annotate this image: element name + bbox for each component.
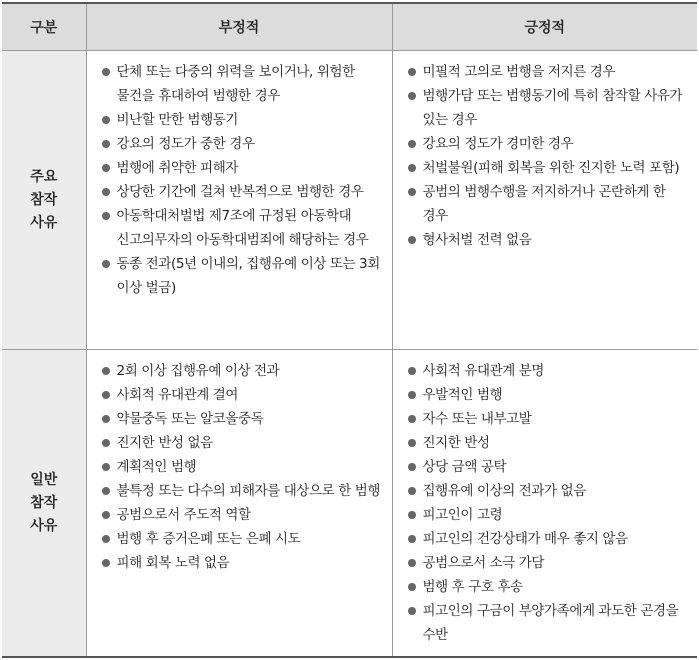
header-negative: 부정적	[86, 3, 392, 51]
list-item	[407, 503, 690, 527]
list-item-text: 아동학대처벌법 제7조에 규정된 아동학대 신고의무자의 아동학대범죄에 해당하는 경우	[116, 208, 369, 248]
bullet-icon	[102, 535, 110, 543]
list-item-text: 사회적 유대관계 분명	[422, 363, 545, 379]
list-item	[407, 132, 690, 156]
list-item-text: 단체 또는 다중의 위력을 보이거나, 위험한 물건을 휴대하여 범행한 경우	[116, 64, 355, 104]
list-item	[407, 479, 690, 503]
list-item	[407, 551, 690, 575]
list-item-text: 계획적인 범행	[116, 459, 197, 475]
list-item-text: 공범의 범행수행을 저지하거나 곤란하게 한 경우	[422, 184, 666, 224]
bullet-icon	[102, 116, 110, 124]
list-item	[407, 527, 690, 551]
bullet-icon	[408, 583, 416, 591]
list-item-text: 범행 후 구호 후송	[422, 579, 523, 595]
list-item-text: 진지한 반성 없음	[116, 435, 213, 451]
list-item	[407, 383, 690, 407]
list-item	[407, 407, 690, 431]
list-item-text: 범행에 취약한 피해자	[116, 160, 239, 176]
bullet-icon	[408, 140, 416, 148]
list-item-text: 동종 전과(5년 이내의, 집행유예 이상 또는 3회 이상 벌금)	[116, 256, 380, 296]
list-item	[407, 228, 690, 252]
bullet-icon	[102, 188, 110, 196]
list-item-text: 상당 금액 공탁	[422, 459, 507, 475]
general-positive-list	[393, 350, 698, 647]
list-item	[407, 180, 690, 228]
row-title-line: 참작	[30, 191, 58, 208]
bullet-icon	[102, 511, 110, 519]
list-item-text: 강요의 정도가 경미한 경우	[422, 136, 574, 152]
bullet-icon	[102, 260, 110, 268]
list-item	[101, 383, 384, 407]
bullet-icon	[102, 164, 110, 172]
list-item	[101, 60, 384, 108]
major-positive-cell	[392, 51, 697, 350]
bullet-icon	[102, 439, 110, 447]
row-title-major	[2, 51, 86, 350]
bullet-icon	[408, 164, 416, 172]
list-item-text: 상당한 기간에 걸쳐 반복적으로 범행한 경우	[116, 184, 364, 200]
list-item	[101, 503, 384, 527]
list-item-text: 공범으로서 주도적 역할	[116, 507, 251, 523]
list-item-text: 피고인이 고령	[422, 507, 503, 523]
list-item	[407, 60, 690, 84]
list-item	[101, 359, 384, 383]
list-item-text: 피고인의 건강상태가 매우 좋지 않음	[422, 531, 628, 547]
table-row	[2, 51, 697, 350]
list-item-text: 처벌불원(피해 회복을 위한 진지한 노력 포함)	[422, 160, 680, 176]
bullet-icon	[102, 559, 110, 567]
list-item	[407, 575, 690, 599]
general-negative-list	[87, 350, 392, 575]
bullet-icon	[408, 559, 416, 567]
bullet-icon	[408, 415, 416, 423]
list-item	[101, 527, 384, 551]
list-item-text: 강요의 정도가 중한 경우	[116, 136, 255, 152]
table-header-row	[2, 3, 697, 51]
list-item	[407, 599, 690, 647]
list-item	[101, 156, 384, 180]
bullet-icon	[102, 487, 110, 495]
bullet-icon	[408, 439, 416, 447]
list-item-text: 사회적 유대관계 결여	[116, 387, 239, 403]
row-title-line: 일반	[30, 471, 58, 488]
major-negative-list	[87, 51, 392, 300]
header-category: 구분	[2, 3, 86, 51]
list-item	[101, 551, 384, 575]
list-item-text: 2회 이상 집행유예 이상 전과	[116, 363, 280, 379]
bullet-icon	[408, 367, 416, 375]
list-item-text: 약물중독 또는 알코올중독	[116, 411, 264, 427]
bullet-icon	[408, 92, 416, 100]
bullet-icon	[408, 188, 416, 196]
bullet-icon	[408, 487, 416, 495]
row-title-general	[2, 350, 86, 658]
list-item	[407, 359, 690, 383]
list-item	[101, 431, 384, 455]
major-negative-cell	[86, 51, 392, 350]
bullet-icon	[102, 391, 110, 399]
bullet-icon	[408, 463, 416, 471]
list-item	[101, 455, 384, 479]
list-item	[101, 407, 384, 431]
row-title-line: 사유	[30, 214, 58, 231]
major-positive-list	[393, 51, 698, 252]
list-item-text: 범행가담 또는 범행동기에 특히 참작할 사유가 있는 경우	[422, 88, 683, 128]
list-item-text: 피해 회복 노력 없음	[116, 555, 230, 571]
list-item-text: 피고인의 구금이 부양가족에게 과도한 곤경을 수반	[422, 603, 679, 643]
list-item-text: 공범으로서 소극 가담	[422, 555, 545, 571]
general-negative-cell	[86, 350, 392, 658]
list-item-text: 미필적 고의로 범행을 저지른 경우	[422, 64, 616, 80]
row-title-line: 주요	[30, 168, 58, 185]
list-item-text: 불특정 또는 다수의 피해자를 대상으로 한 범행	[116, 483, 381, 499]
bullet-icon	[408, 607, 416, 615]
list-item	[101, 479, 384, 503]
bullet-icon	[102, 367, 110, 375]
bullet-icon	[408, 535, 416, 543]
row-title-line: 참작	[30, 494, 58, 511]
header-positive: 긍정적	[392, 3, 697, 51]
list-item	[101, 108, 384, 132]
table-row	[2, 350, 697, 658]
list-item	[407, 431, 690, 455]
general-positive-cell	[392, 350, 697, 658]
list-item	[407, 84, 690, 132]
list-item-text: 진지한 반성	[422, 435, 490, 451]
list-item-text: 범행 후 증거은폐 또는 은폐 시도	[116, 531, 301, 547]
bullet-icon	[102, 212, 110, 220]
bullet-icon	[102, 68, 110, 76]
bullet-icon	[102, 415, 110, 423]
bullet-icon	[408, 236, 416, 244]
list-item	[407, 455, 690, 479]
bullet-icon	[408, 511, 416, 519]
bullet-icon	[408, 68, 416, 76]
list-item	[101, 252, 384, 300]
list-item-text: 자수 또는 내부고발	[422, 411, 532, 427]
list-item	[101, 132, 384, 156]
row-title-line: 사유	[30, 517, 58, 534]
list-item	[101, 204, 384, 252]
bullet-icon	[102, 140, 110, 148]
list-item-text: 우발적인 범행	[422, 387, 503, 403]
sentencing-factors-table	[2, 2, 697, 658]
list-item-text: 형사처벌 전력 없음	[422, 232, 532, 248]
bullet-icon	[102, 463, 110, 471]
bullet-icon	[408, 391, 416, 399]
list-item	[407, 156, 690, 180]
list-item	[101, 180, 384, 204]
list-item-text: 집행유예 이상의 전과가 없음	[422, 483, 586, 499]
list-item-text: 비난할 만한 범행동기	[116, 112, 239, 128]
